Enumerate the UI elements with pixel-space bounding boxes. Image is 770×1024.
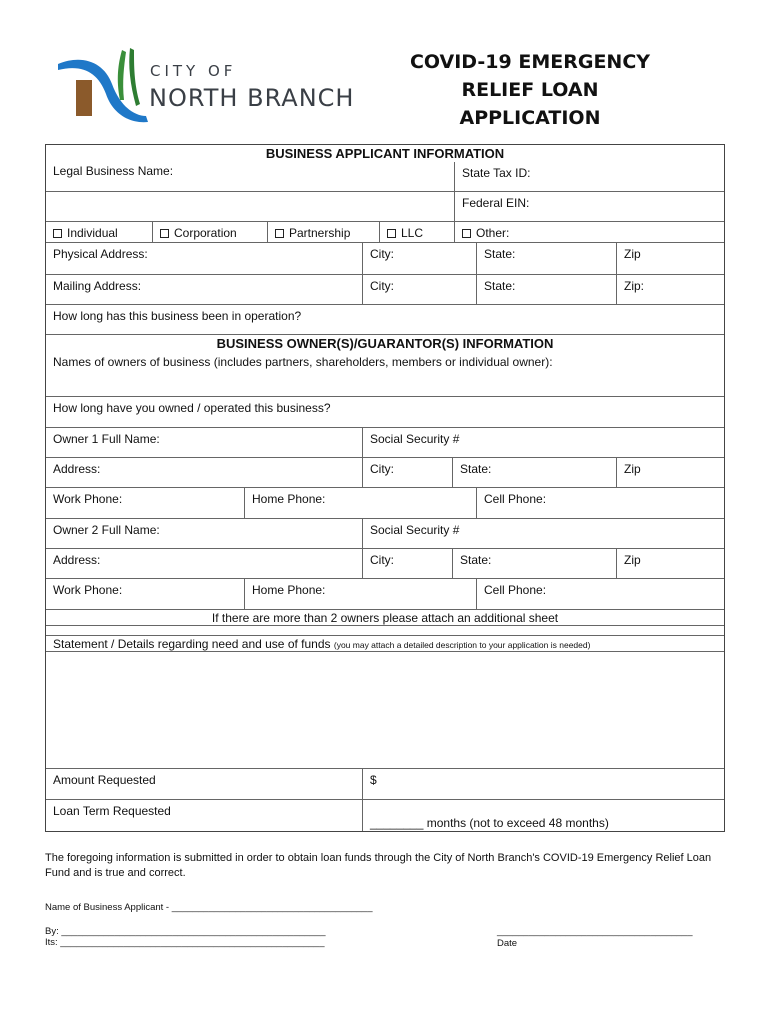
owner2-work-phone-field[interactable]: Work Phone: xyxy=(53,583,123,597)
physical-city-field[interactable]: City: xyxy=(362,242,476,274)
owner1-row-phones xyxy=(46,488,724,519)
entity-individual-checkbox[interactable] xyxy=(46,222,152,242)
business-row-1 xyxy=(46,145,724,192)
owner1-full-name-field[interactable]: Owner 1 Full Name: xyxy=(53,432,160,446)
entity-llc-checkbox[interactable] xyxy=(379,222,454,242)
owner2-home-phone-field[interactable]: Home Phone: xyxy=(244,579,476,609)
entity-label: Individual xyxy=(67,226,118,240)
entity-other-checkbox[interactable] xyxy=(454,222,724,242)
statement-text-area[interactable] xyxy=(46,652,724,768)
entity-corporation-checkbox[interactable] xyxy=(152,222,267,242)
amount-requested-field[interactable]: $ xyxy=(362,769,724,799)
owner1-address-field[interactable]: Address: xyxy=(53,462,101,476)
owner1-city-field[interactable]: City: xyxy=(362,458,452,487)
title-line-1: COVID-19 EMERGENCY xyxy=(409,51,651,73)
federal-ein-field[interactable]: Federal EIN: xyxy=(454,192,724,221)
title-line-2: RELIEF LOAN xyxy=(461,79,599,101)
state-tax-id-field[interactable] xyxy=(454,162,724,191)
owners-row-2 xyxy=(46,397,724,428)
logo-text-city-of: CITY OF xyxy=(150,62,237,80)
date-line[interactable]: _____________________________________ xyxy=(497,926,693,937)
owner-names-field[interactable]: Names of owners of business (includes partners, shareholders, members or individual owner): xyxy=(53,355,553,369)
owner2-row-name xyxy=(46,519,724,549)
application-form xyxy=(45,144,725,832)
owner2-cell-phone-field[interactable]: Cell Phone: xyxy=(476,579,724,609)
logo-leaf-2 xyxy=(129,48,140,106)
business-row-4 xyxy=(46,275,724,305)
checkbox-icon xyxy=(275,229,284,238)
business-row-3 xyxy=(46,222,724,275)
years-in-operation-field[interactable]: How long has this business been in operation? xyxy=(53,309,302,323)
entity-label: Corporation xyxy=(174,226,237,240)
logo-leaf-1 xyxy=(118,50,126,100)
owner1-ssn-field[interactable]: Social Security # xyxy=(362,428,724,457)
spacer-row xyxy=(46,626,724,636)
business-row-5 xyxy=(46,305,724,335)
logo-text-north-branch: NORTH BRANCH xyxy=(149,84,355,112)
logo-brown-block xyxy=(76,80,92,116)
certification-statement: The foregoing information is submitted in order to obtain loan funds through the City of North Branch's COVID-19 Emergency Relief Loan Fund and is true and correct. xyxy=(45,852,712,879)
physical-address-field[interactable]: Physical Address: xyxy=(46,242,362,274)
mailing-state-field[interactable]: State: xyxy=(476,275,616,304)
owner1-row-address xyxy=(46,458,724,488)
owner1-zip-field[interactable]: Zip xyxy=(616,458,724,487)
entity-label: Partnership xyxy=(289,226,351,240)
statement-sublabel: (you may attach a detailed description to your application is needed) xyxy=(333,640,591,650)
owner2-full-name-field[interactable]: Owner 2 Full Name: xyxy=(53,523,160,537)
checkbox-icon xyxy=(462,229,471,238)
ownership-duration-field[interactable]: How long have you owned / operated this business? xyxy=(53,401,331,415)
amount-row xyxy=(46,769,724,800)
statement-main-label: Statement / Details regarding need and use of funds xyxy=(53,637,331,651)
state-tax-id-label: State Tax ID: xyxy=(462,166,531,180)
loan-term-row xyxy=(46,800,724,831)
owner2-city-field[interactable]: City: xyxy=(362,549,452,578)
owner2-row-phones xyxy=(46,579,724,610)
owner2-state-field[interactable]: State: xyxy=(452,549,616,578)
physical-state-field[interactable]: State: xyxy=(476,242,616,274)
loan-term-field[interactable]: ________ months (not to exceed 48 months) xyxy=(362,800,724,831)
owner1-cell-phone-field[interactable]: Cell Phone: xyxy=(476,488,724,518)
owner1-row-name xyxy=(46,428,724,458)
owners-note-row xyxy=(46,610,724,626)
owner1-state-field[interactable]: State: xyxy=(452,458,616,487)
additional-owners-note: If there are more than 2 owners please attach an additional sheet xyxy=(211,611,559,625)
business-row-2 xyxy=(46,192,724,222)
amount-requested-label: Amount Requested xyxy=(53,773,156,787)
title-line-3: APPLICATION xyxy=(459,107,601,129)
business-section-heading: BUSINESS APPLICANT INFORMATION xyxy=(265,146,505,161)
owner2-address-field[interactable]: Address: xyxy=(53,553,101,567)
mailing-zip-field[interactable]: Zip: xyxy=(616,275,724,304)
owner1-work-phone-field[interactable]: Work Phone: xyxy=(53,492,123,506)
owner2-ssn-field[interactable]: Social Security # xyxy=(362,519,724,548)
by-signature-line[interactable]: By: __________________________________________________ xyxy=(45,926,326,937)
applicant-name-line[interactable]: Name of Business Applicant - ______________________________________ xyxy=(45,902,373,913)
physical-zip-field[interactable]: Zip xyxy=(616,242,724,274)
entity-partnership-checkbox[interactable] xyxy=(267,222,379,242)
its-title-line[interactable]: Its: __________________________________________________ xyxy=(45,937,325,948)
entity-label: Other: xyxy=(476,226,510,240)
mailing-address-field[interactable]: Mailing Address: xyxy=(53,279,142,293)
owners-section-heading: BUSINESS OWNER(S)/GUARANTOR(S) INFORMATION xyxy=(216,336,554,351)
owner1-home-phone-field[interactable]: Home Phone: xyxy=(244,488,476,518)
checkbox-icon xyxy=(160,229,169,238)
entity-label: LLC xyxy=(401,226,424,240)
checkbox-icon xyxy=(53,229,62,238)
checkbox-icon xyxy=(387,229,396,238)
legal-business-name-field[interactable]: Legal Business Name: xyxy=(53,164,174,178)
date-label: Date xyxy=(497,938,518,949)
mailing-city-field[interactable]: City: xyxy=(362,275,476,304)
document-title xyxy=(400,48,660,132)
statement-label xyxy=(46,636,724,651)
statement-label-row xyxy=(46,636,724,652)
owner2-row-address xyxy=(46,549,724,579)
owner2-zip-field[interactable]: Zip xyxy=(616,549,724,578)
statement-row xyxy=(46,652,724,769)
loan-term-label: Loan Term Requested xyxy=(53,804,171,818)
owners-row-1 xyxy=(46,335,724,397)
